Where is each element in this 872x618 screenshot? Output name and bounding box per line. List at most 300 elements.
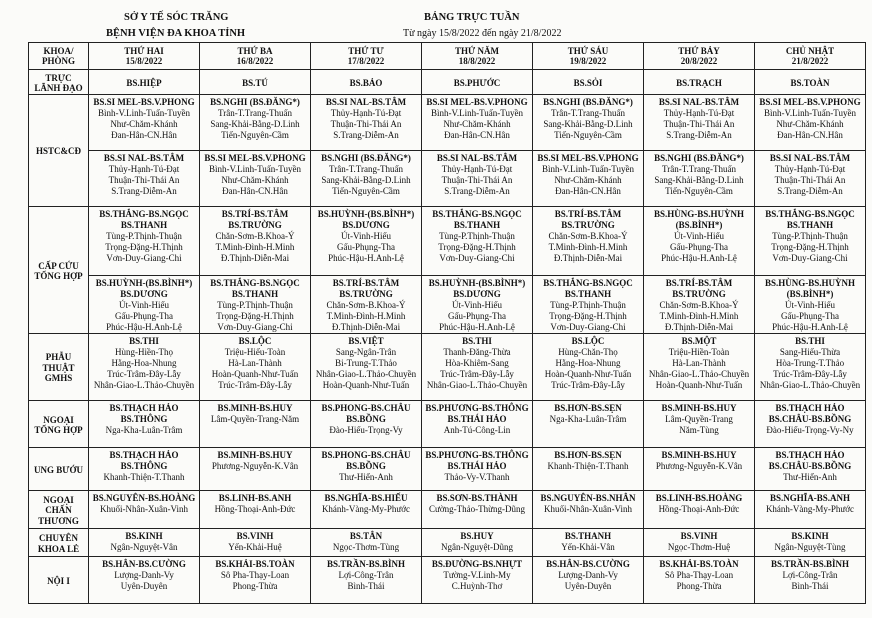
doctor-names: BS.NGHI (BS.ĐĂNG*) [543,97,633,107]
doctor-names: BS.HUỲNH-(BS.BÌNH*) [95,278,193,288]
department-label-line: NỘI I [47,575,70,586]
department-label [29,334,89,401]
duty-cell [755,95,866,151]
duty-cell [89,448,200,491]
doctor-names: BS.THẮNG-BS.NGỌC [432,209,522,219]
department-label-line: NGOẠI [43,494,74,505]
staff-names: Hồng-Thoại-Anh-Đức [658,504,740,514]
staff-names: Lợi-Công-Trân [338,570,394,580]
staff-names: T.Minh-Đình-H.Minh [326,311,406,321]
duty-cell [644,151,755,207]
staff-names: Hồng-Thoại-Anh-Đức [214,504,296,514]
duty-cell [755,529,866,557]
staff-names: Phương-Nguyễn-K.Vân [655,461,743,471]
doctor-names: BS.SI NAL-BS.TÂM [436,153,518,163]
staff-names: S.Trang-Diễm-An [666,130,732,140]
staff-names: Hà-Lan-Thành [228,358,282,368]
duty-cell [200,448,311,491]
staff-names: Vơn-Duy-Giang-Chi [217,322,293,332]
staff-names: Trúc-Trâm-Đây-Lẫy [218,380,292,390]
doctor-names: BS.TRÍ-BS.TÂM [332,278,400,288]
duty-cell [422,401,533,448]
duty-cell [200,557,311,604]
roster-row [29,95,866,151]
staff-names: Nhân-Giao-L.Thảo-Chuyền [759,380,861,390]
duty-cell [311,151,422,207]
day-date: 20/8/2022 [680,56,718,66]
duty-cell [422,334,533,401]
staff-names: S.Trang-Diễm-An [333,130,399,140]
department-label [29,557,89,604]
doctor-names: BS.THẮNG-BS.NGỌC [210,278,300,288]
staff-names: Khanh-Thiện-T.Thanh [547,461,629,471]
doctor-names: BS.THÁI HẢO [447,461,507,471]
doctor-names: BS.THÔNG [120,414,168,424]
staff-names: Trọng-Đặng-H.Thịnh [549,311,627,321]
staff-names: Gấu-Phụng-Tha [448,311,506,321]
duty-cell [200,334,311,401]
roster-row [29,491,866,529]
staff-names: Hoàn-Quanh-Như-Tuấn [544,369,632,379]
staff-names: Hoàn-Quanh-Như-Tuấn [655,380,743,390]
day-header [200,43,311,70]
doctor-names: BS.CHÂU-BS.BỒNG [768,414,852,424]
doctor-names: BS.THẠCH HẢO [775,450,845,460]
staff-names: Đan-Hân-CN.Hân [777,130,843,140]
doctor-names: BS.HÙNG-BS.HUỲNH [764,278,855,288]
duty-cell: BS.TOÀN [755,70,866,95]
duty-cell [644,491,755,529]
staff-names: Trúc-Trâm-Đây-Lẫy [551,380,625,390]
day-date: 17/8/2022 [347,56,385,66]
staff-names: Tiến-Nguyên-Cầm [554,130,622,140]
staff-names: Thủy-Hạnh-Tú-Đạt [663,108,735,118]
department-label [29,95,89,207]
doctor-names: BS.BỒNG [346,414,386,424]
doctor-names: BS.SI MEL-BS.V.PHONG [93,97,195,107]
staff-names: Ngân-Nguyệt-Tùng [774,542,846,552]
staff-names: Út-Vinh-Hiếu [674,231,724,241]
duty-cell [89,276,200,334]
staff-names: Cường-Thảo-Thừng-Dũng [429,504,525,514]
staff-names: Thủy-Hạnh-Tú-Đạt [441,164,513,174]
day-date: 21/8/2022 [791,56,829,66]
day-date: 19/8/2022 [569,56,607,66]
doctor-names: BS.MINH-BS.HUY [217,403,293,413]
staff-names: Lượng-Danh-Vy [558,570,618,580]
doctor-names: BS.HÂN-BS.CƯỜNG [546,559,630,569]
staff-names: Trọng-Đặng-H.Thịnh [438,242,516,252]
duty-cell [200,151,311,207]
staff-names: Trân-T.Trang-Thuấn [551,108,625,118]
staff-names: Hà-Lan-Thành [672,358,726,368]
duty-cell [311,401,422,448]
doctor-names: BS.THẠCH HẢO [775,403,845,413]
day-name: THỨ SÁU [567,45,609,56]
duty-cell [755,276,866,334]
staff-names: Đào-Hiếu-Trọng-Vy [329,425,403,435]
department-label-line: CẤP CỨU [38,260,79,271]
staff-names: Như-Chăm-Khánh [110,119,178,129]
duty-cell [533,95,644,151]
doctor-names: BS.NGHĨA-BS.HIẾU [324,493,408,503]
staff-names: Lượng-Danh-Vy [114,570,174,580]
staff-names: Khuối-Nhân-Xuân-Vinh [100,504,188,514]
staff-names: Tiến-Nguyên-Cầm [221,130,289,140]
duty-cell [755,151,866,207]
doctor-names: BS.KINH [791,531,829,541]
doctor-names: BS.TRÍ-BS.TÂM [221,209,289,219]
staff-names: Đan-Hân-CN.Hân [555,186,621,196]
doctor-names: BS.HƠN-BS.SẸN [554,403,622,413]
department-label [29,491,89,529]
staff-names: Vơn-Duy-Giang-Chi [550,322,626,332]
roster-row [29,557,866,604]
department-label-line: PHẪU [45,352,72,363]
staff-names: Bình-V.Linh-Tuấn-Tuyền [542,164,634,174]
doctor-names: BS.TRƯỜNG [228,220,282,230]
doctor-names: BS.THANH [231,289,279,299]
staff-names: Thuận-Thi-Thái An [330,119,402,129]
staff-names: Trân-T.Trang-Thuấn [218,108,292,118]
doctor-names: BS.SI NAL-BS.TÂM [658,97,740,107]
doctor-names: BS.THANH [564,289,612,299]
duty-cell [644,529,755,557]
doctor-names: BS.SI MEL-BS.V.PHONG [759,97,861,107]
staff-names: Sô Pha-Thạy-Loan [664,570,734,580]
doctor-names: BS.THI [462,336,492,346]
staff-names: Nga-Kha-Luân-Trâm [105,425,183,435]
duty-cell [422,448,533,491]
doctor-names: BS.TÂN [349,531,383,541]
duty-cell: BS.BẢO [311,70,422,95]
doctor-names: BS.THANH [564,531,612,541]
staff-names: Thư-Hiển-Anh [783,472,837,482]
doctor-names: BS.THẮNG-BS.NGỌC [765,209,855,219]
department-label-line: GMHS [44,373,73,384]
duty-cell [755,401,866,448]
staff-names: Nhân-Giao-L.Thảo-Chuyền [648,369,750,379]
staff-names: Bình-V.Linh-Tuấn-Tuyền [431,108,523,118]
department-label-line: HSTC&CĐ [35,146,81,157]
duty-cell [422,491,533,529]
day-name: THỨ BẢY [678,45,720,56]
doctor-names: BS.SI NAL-BS.TÂM [325,97,407,107]
doctor-names: BS.TRÍ-BS.TÂM [665,278,733,288]
doctor-names: BS.ĐƯỜNG-BS.NHỰT [431,559,523,569]
duty-cell [533,529,644,557]
duty-cell [89,151,200,207]
staff-names: T.Minh-Đình-H.Minh [215,242,295,252]
duty-cell [311,529,422,557]
roster-row [29,448,866,491]
roster-row [29,334,866,401]
doctor-names: (BS.BÌNH*) [786,289,834,299]
doctor-names: BS.THANH [120,220,168,230]
corner-header-line: PHÒNG [42,56,75,66]
staff-names: Phong-Thừa [676,581,722,591]
duty-cell [533,276,644,334]
day-name: THỨ BA [237,45,273,56]
staff-names: Bình-Thái [347,581,385,591]
staff-names: Thủy-Hạnh-Tú-Đạt [108,164,180,174]
doctor-names: BS.LINH-BS.ANH [218,493,292,503]
doctor-names: BS.THẮNG-BS.NGỌC [99,209,189,219]
staff-names: S.Trang-Diễm-An [444,186,510,196]
staff-names: Yến-Khải-Vân [561,542,615,552]
duty-cell: BS.PHƯỚC [422,70,533,95]
staff-names: Thủy-Hạnh-Tú-Đạt [330,108,402,118]
department-label [29,448,89,491]
duty-roster-table [28,42,866,604]
staff-names: Đ.Thịnh-Diễn-Mai [220,253,290,263]
staff-names: S.Trang-Diễm-An [777,186,843,196]
doctor-names: BS.NGHI (BS.ĐĂNG*) [321,153,411,163]
staff-names: Gấu-Phụng-Tha [115,311,173,321]
doctor-names: BS.MINH-BS.HUY [661,403,737,413]
doctor-names: BS.TRƯỜNG [672,289,726,299]
roster-row [29,276,866,334]
doctor-names: BS.SI NAL-BS.TÂM [103,153,185,163]
department-label-line: UNG BƯỚU [34,464,83,475]
doctor-names: BS.NGHI (BS.ĐĂNG*) [654,153,744,163]
staff-names: Uyên-Duyên [120,581,168,591]
duty-cell [755,557,866,604]
duty-cell [200,401,311,448]
doctor-names: (BS.BÌNH*) [675,220,723,230]
staff-names: T.Minh-Đình-H.Minh [548,242,628,252]
duty-cell [533,401,644,448]
staff-names: Trọng-Đặng-H.Thịnh [105,242,183,252]
staff-names: Phúc-Hậu-H.Anh-Lệ [439,322,515,332]
staff-names: Bình-V.Linh-Tuấn-Tuyền [764,108,856,118]
duty-cell [422,207,533,276]
duty-cell [755,334,866,401]
doctor-names: BS.KINH [125,531,163,541]
staff-names: Vơn-Duy-Giang-Chi [772,253,848,263]
staff-names: Sang-Hiếu-Thừa [779,347,841,357]
department-label-line: TRỰC [45,72,72,83]
staff-names: Triệu-Hiếu-Toàn [224,347,286,357]
duty-cell [311,276,422,334]
staff-names: Thủy-Hạnh-Tú-Đạt [774,164,846,174]
staff-names: Nhân-Giao-L.Thảo-Chuyền [315,369,417,379]
duty-cell: BS.TÚ [200,70,311,95]
duty-cell [533,207,644,276]
doctor-names: BS.MINH-BS.HUY [217,450,293,460]
doctor-names: BS.LINH-BS.HOÀNG [655,493,743,503]
org-line-1: SỞ Y TẾ SÓC TRĂNG [124,12,229,23]
department-label-line: CHUYÊN [38,533,78,543]
department-label-line: THƯƠNG [38,515,79,526]
staff-names: Tiến-Nguyên-Cầm [332,186,400,196]
staff-names: Phúc-Hậu-H.Anh-Lệ [328,253,404,263]
staff-names: Tùng-P.Thịnh-Thuận [439,231,515,241]
staff-names: Lâm-Quyền-Trang [665,414,733,424]
doctor-names: BS.HƠN-BS.SẸN [554,450,622,460]
staff-names: Ngọc-Thơm-Huệ [667,542,731,552]
doctor-names: BS.NGHI (BS.ĐĂNG*) [210,97,300,107]
department-label [29,401,89,448]
doctor-names: BS.THANH [453,220,501,230]
duty-cell [311,448,422,491]
duty-cell [533,151,644,207]
doctor-names: BS.TRƯỜNG [339,289,393,299]
staff-names: Út-Vinh-Hiếu [119,300,169,310]
corner-header-line: KHOA/ [43,45,74,56]
doctor-names: BS.THI [129,336,159,346]
day-header [89,43,200,70]
staff-names: Chăn-Sơm-B.Khoa-Ý [326,300,406,310]
doctor-names: BS.VINH [236,531,274,541]
duty-cell [533,448,644,491]
department-label [29,529,89,557]
doctor-names: BS.DƯƠNG [342,220,390,230]
doctor-names: BS.HUY [460,531,494,541]
doctor-names: BS.NGUYÊN-BS.HOÀNG [92,493,196,503]
staff-names: Khánh-Vàng-My-Phước [321,504,411,514]
doctor-names: BS.SƠN-BS.THÀNH [436,493,518,503]
duty-cell [533,491,644,529]
staff-names: Như-Chăm-Khánh [776,119,844,129]
duty-cell [200,207,311,276]
staff-names: Trân-T.Trang-Thuấn [662,164,736,174]
staff-names: Gấu-Phụng-Tha [670,242,728,252]
doctor-names: BS.THI [795,336,825,346]
staff-names: Lâm-Quyền-Trang-Năm [210,414,300,424]
staff-names: Đ.Thịnh-Diễn-Mai [664,322,734,332]
doctor-names: BS.SI MEL-BS.V.PHONG [537,153,639,163]
day-header [644,43,755,70]
staff-names: Tùng-P.Thịnh-Thuận [217,300,293,310]
staff-names: Khanh-Thiện-T.Thanh [103,472,185,482]
roster-row [29,70,866,95]
staff-names: C.Huỳnh-Thơ [451,581,503,591]
department-label [29,207,89,334]
doctor-names: BS.THANH [786,220,834,230]
staff-names: Ngân-Nguyệt-Dũng [441,542,513,552]
duty-cell [644,448,755,491]
doctor-names: BS.HUỲNH-(BS.BÌNH*) [317,209,415,219]
duty-cell: BS.SỎI [533,70,644,95]
staff-names: Năm-Tùng [679,425,719,435]
duty-cell [89,557,200,604]
staff-names: Đan-Hân-CN.Hân [444,130,510,140]
staff-names: Nhân-Giao-L.Thảo-Chuyền [426,380,528,390]
duty-cell [644,401,755,448]
staff-names: Khánh-Vàng-My-Phước [765,504,855,514]
corner-header [29,43,89,70]
duty-cell [311,334,422,401]
staff-names: Trọng-Đặng-H.Thịnh [771,242,849,252]
staff-names: Phúc-Hậu-H.Anh-Lệ [106,322,182,332]
day-header [311,43,422,70]
duty-cell [422,151,533,207]
doctor-names: BS.THÁI HẢO [447,414,507,424]
department-label-line: LÃNH ĐẠO [34,83,83,93]
duty-cell [311,491,422,529]
duty-cell [755,207,866,276]
staff-names: Hòa-Khiêm-Sang [445,358,509,368]
duty-cell: BS.TRẠCH [644,70,755,95]
doctor-names: BS.HÙNG-BS.HUỲNH [653,209,744,219]
doctor-names: BS.DƯƠNG [453,289,501,299]
staff-names: Phúc-Hậu-H.Anh-Lệ [772,322,848,332]
staff-names: Chăn-Sơm-B.Khoa-Ý [215,231,295,241]
staff-names: Sang-Ngân-Trân [335,347,397,357]
day-header [533,43,644,70]
staff-names: Phương-Nguyễn-K.Vân [211,461,299,471]
staff-names: Sang-Khải-Bằng-D.Linh [654,175,744,185]
staff-names: Lợi-Công-Trân [782,570,838,580]
doctor-names: BS.PHƯƠNG-BS.THÔNG [425,403,529,413]
staff-names: Chăn-Sơm-B.Khoa-Ý [659,300,739,310]
staff-names: Sang-Khải-Bằng-D.Linh [210,119,300,129]
staff-names: Gấu-Phụng-Tha [781,311,839,321]
staff-names: Vơn-Duy-Giang-Chi [106,253,182,263]
doctor-names: BS.SI MEL-BS.V.PHONG [204,153,306,163]
staff-names: Tùng-P.Thịnh-Thuận [772,231,848,241]
day-date: 16/8/2022 [236,56,274,66]
staff-names: Út-Vinh-Hiếu [452,300,502,310]
staff-names: Nhân-Giao-L.Thảo-Chuyền [93,380,195,390]
staff-names: Trọng-Đặng-H.Thịnh [216,311,294,321]
duty-cell [644,207,755,276]
duty-cell [311,557,422,604]
doctor-names: BS.KHẢI-BS.TOÀN [215,559,295,569]
duty-cell [89,207,200,276]
duty-cell [311,95,422,151]
staff-names: Sang-Khải-Bằng-D.Linh [543,119,633,129]
duty-cell [89,491,200,529]
staff-names: Đan-Hân-CN.Hân [222,186,288,196]
staff-names: Hoàn-Quanh-Như-Tuấn [211,369,299,379]
staff-names: Trúc-Trâm-Đây-Lẫy [107,369,181,379]
doctor-names: BS.THẮNG-BS.NGỌC [543,278,633,288]
day-name: THỨ TƯ [348,45,384,56]
staff-names: Bình-V.Linh-Tuấn-Tuyền [98,108,190,118]
duty-cell [422,557,533,604]
staff-names: Như-Chăm-Khánh [554,175,622,185]
roster-row [29,529,866,557]
doctor-names: BS.DƯƠNG [120,289,168,299]
department-label-line: KHOA LẺ [37,543,80,554]
doctor-names: BS.TRÍ-BS.TÂM [554,209,622,219]
staff-names: Ngân-Nguyệt-Vân [110,542,178,552]
duty-cell [533,334,644,401]
staff-names: Phúc-Hậu-H.Anh-Lệ [661,253,737,263]
staff-names: Anh-Tú-Công-Lin [443,425,511,435]
doctor-names: BS.TRƯỜNG [561,220,615,230]
staff-names: Tùng-P.Thịnh-Thuận [106,231,182,241]
staff-names: Vơn-Duy-Giang-Chi [439,253,515,263]
duty-cell [422,95,533,151]
duty-cell [644,334,755,401]
staff-names: Nga-Kha-Luân-Trâm [549,414,627,424]
staff-names: Út-Vinh-Hiếu [785,300,835,310]
department-label-line: NGOẠI [43,414,74,425]
duty-cell [89,95,200,151]
staff-names: Đào-Hiếu-Trọng-Vy-Ny [766,425,854,435]
doctor-names: BS.THÔNG [120,461,168,471]
staff-names: Đ.Thịnh-Diễn-Mai [553,253,623,263]
duty-cell [422,529,533,557]
duty-cell [755,491,866,529]
department-label-line: CHẤN [45,505,72,516]
department-label-line: THUẬT [42,362,75,373]
doctor-names: BS.HUỲNH-(BS.BÌNH*) [428,278,526,288]
staff-names: Trúc-Trâm-Đây-Lẫy [440,369,514,379]
